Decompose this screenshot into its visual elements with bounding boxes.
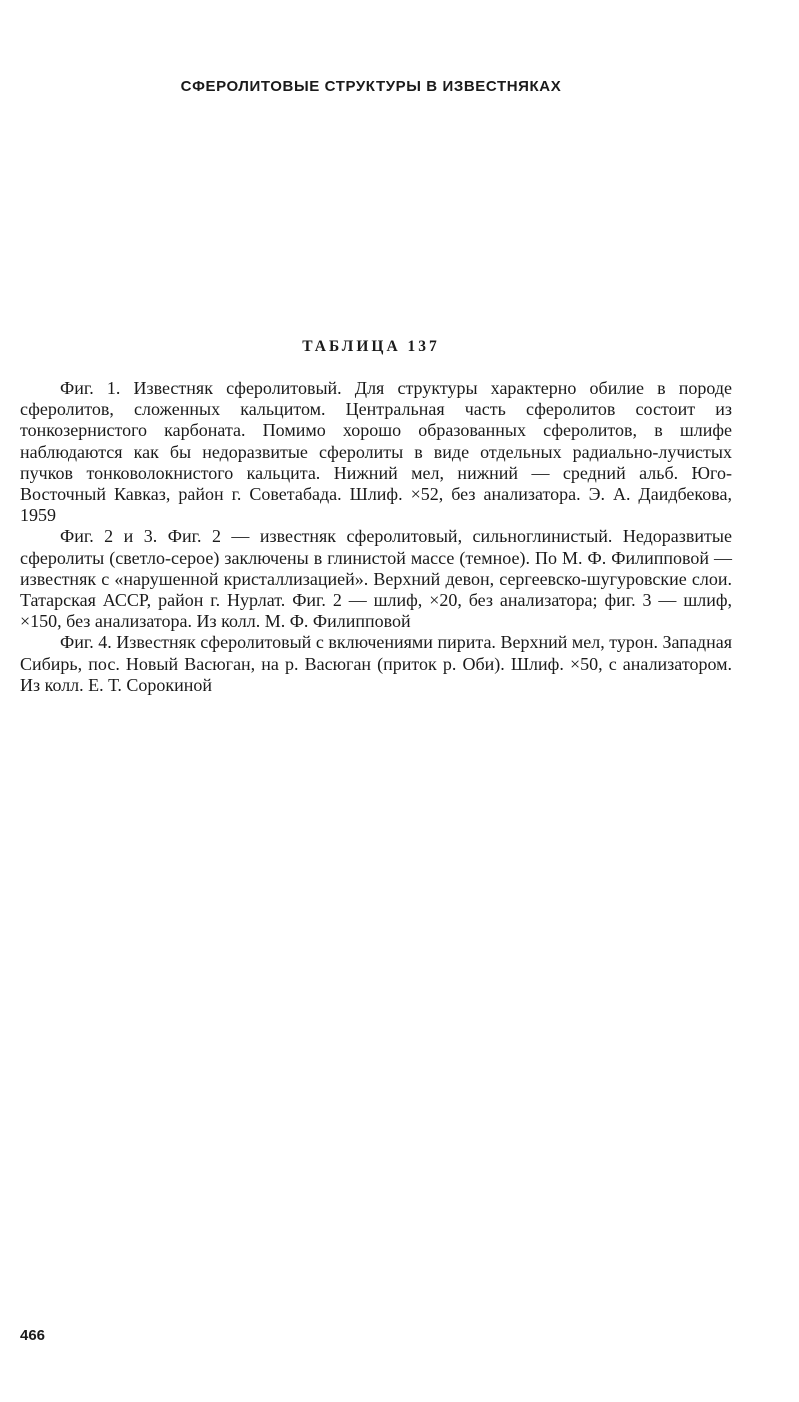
page-number: 466 (20, 1327, 46, 1344)
caption-fig-2-3: Фиг. 2 и 3. Фиг. 2 — известняк сферолитовый, сильноглинистый. Недоразвитые сферолиты (светло-серое) заключены в глинистой массе (темное). По М. Ф. Филипповой — известняк с «нарушенной кристаллизацией». Верхний девон, сергеевско-шугуровские слои. Татарская АССР, район г. Нурлат. Фиг. 2 — шлиф, ×20, без анализатора; фиг. 3 — шлиф, ×150, без анализатора. Из колл. М. Ф. Филипповой (20, 526, 732, 632)
figure-captions (20, 378, 732, 696)
table-title: ТАБЛИЦА 137 (302, 338, 440, 355)
page-title: СФЕРОЛИТОВЫЕ СТРУКТУРЫ В ИЗВЕСТНЯКАХ (180, 78, 562, 95)
caption-fig-4: Фиг. 4. Известняк сферолитовый с включениями пирита. Верхний мел, турон. Западная Сибирь, пос. Новый Васюган, на р. Васюган (приток р. Оби). Шлиф. ×50, с анализатором. Из колл. Е. Т. Сорокиной (20, 632, 732, 695)
caption-fig-1: Фиг. 1. Известняк сферолитовый. Для структуры характерно обилие в породе сферолитов, сложенных кальцитом. Центральная часть сферолитов состоит из тонкозернистого карбоната. Помимо хорошо образованных сферолитов, в шлифе наблюдаются как бы недоразвитые сферолиты в виде отдельных радиально-лучистых пучков тонковолокнистого кальцита. Нижний мел, нижний — средний альб. Юго-Восточный Кавказ, район г. Советабада. Шлиф. ×52, без анализатора. Э. А. Даидбекова, 1959 (20, 378, 732, 526)
